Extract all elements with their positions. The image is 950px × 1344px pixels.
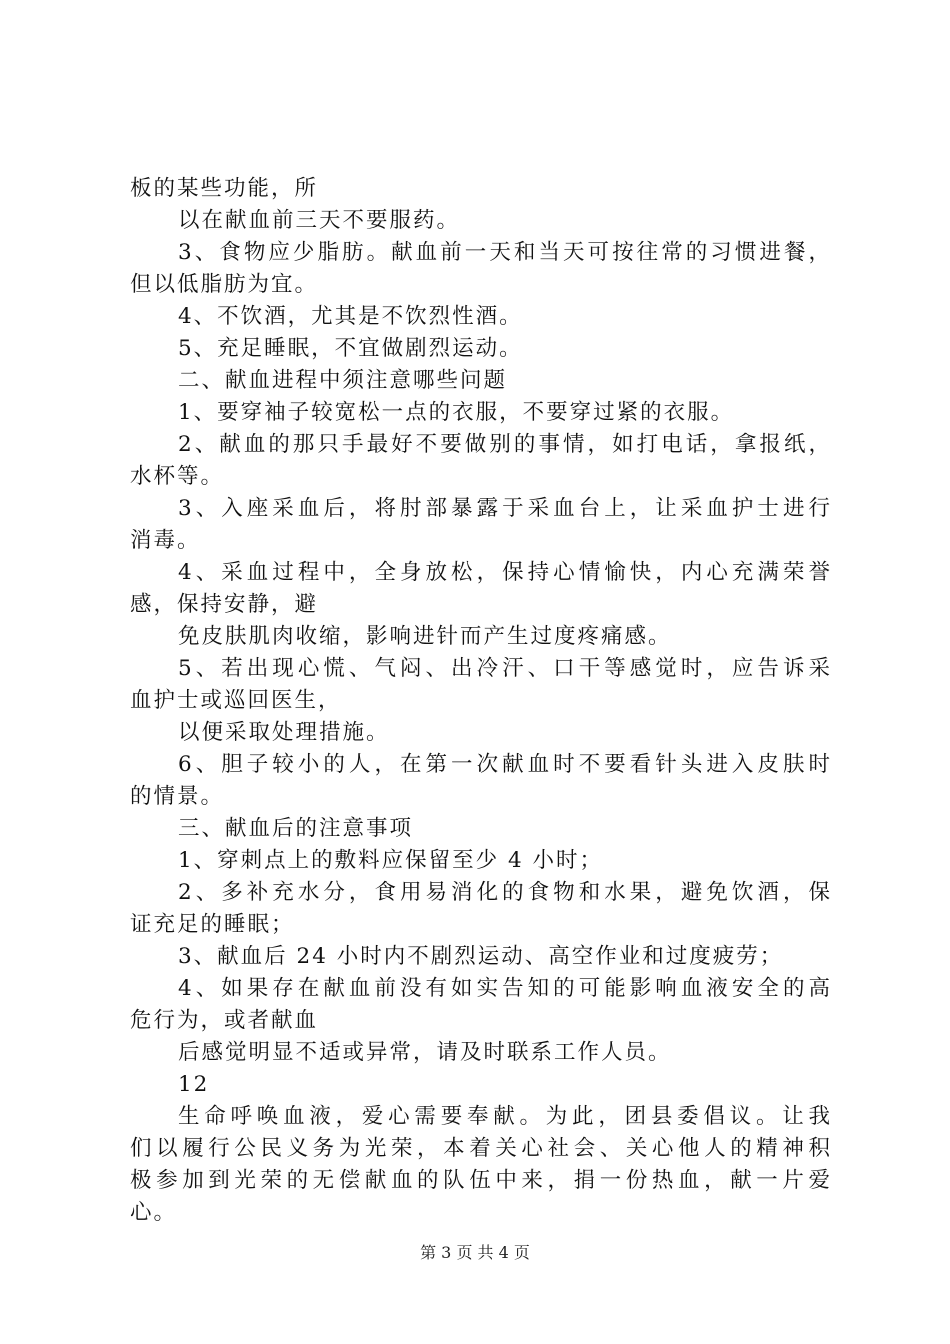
text-line: 极参加到光荣的无偿献血的队伍中来，捐一份热血，献一片爱 bbox=[130, 1168, 830, 1193]
text-line: 4、采血过程中，全身放松，保持心情愉快，内心充满荣誉 bbox=[178, 560, 830, 585]
text-line: 以在献血前三天不要服药。 bbox=[178, 208, 461, 233]
text-line: 6、胆子较小的人，在第一次献血时不要看针头进入皮肤时 bbox=[178, 752, 830, 777]
text-line: 12 bbox=[178, 1072, 210, 1097]
text-line: 免皮肤肌肉收缩，影响进针而产生过度疼痛感。 bbox=[178, 624, 672, 649]
text-line: 心。 bbox=[130, 1200, 178, 1225]
text-line: 3、献血后 24 小时内不剧烈运动、高空作业和过度疲劳； bbox=[178, 944, 784, 969]
text-line: 但以低脂肪为宜。 bbox=[130, 272, 319, 297]
text-line: 生命呼唤血液，爱心需要奉献。为此，团县委倡议。让我 bbox=[178, 1104, 830, 1129]
text-line: 4、不饮酒，尤其是不饮烈性酒。 bbox=[178, 304, 523, 329]
text-line: 1、要穿袖子较宽松一点的衣服，不要穿过紧的衣服。 bbox=[178, 400, 735, 425]
text-line: 二、献血进程中须注意哪些问题 bbox=[178, 368, 508, 393]
text-line: 感，保持安静，避 bbox=[130, 592, 319, 617]
text-line: 水杯等。 bbox=[130, 464, 225, 489]
text-line: 三、献血后的注意事项 bbox=[178, 816, 414, 841]
text-line: 3、食物应少脂肪。献血前一天和当天可按往常的习惯进餐， bbox=[178, 240, 830, 265]
text-line: 2、献血的那只手最好不要做别的事情，如打电话，拿报纸， bbox=[178, 432, 830, 457]
text-line: 2、多补充水分，食用易消化的食物和水果，避免饮酒，保 bbox=[178, 880, 830, 905]
text-line: 血护士或巡回医生， bbox=[130, 688, 342, 713]
text-line: 证充足的睡眠； bbox=[130, 912, 295, 937]
text-line: 3、入座采血后，将肘部暴露于采血台上，让采血护士进行 bbox=[178, 496, 830, 521]
text-line: 消毒。 bbox=[130, 528, 201, 553]
text-line: 危行为，或者献血 bbox=[130, 1008, 319, 1033]
text-line: 板的某些功能，所 bbox=[130, 176, 319, 201]
text-line: 后感觉明显不适或异常，请及时联系工作人员。 bbox=[178, 1040, 672, 1065]
text-line: 5、充足睡眠，不宜做剧烈运动。 bbox=[178, 336, 523, 361]
text-line: 1、穿刺点上的敷料应保留至少 4 小时； bbox=[178, 848, 604, 873]
text-line: 们以履行公民义务为光荣，本着关心社会、关心他人的精神积 bbox=[130, 1136, 830, 1161]
text-line: 的情景。 bbox=[130, 784, 225, 809]
text-line: 以便采取处理措施。 bbox=[178, 720, 390, 745]
document-body bbox=[130, 173, 830, 1229]
page-footer: 第 3 页 共 4 页 bbox=[420, 1243, 530, 1262]
text-line: 4、如果存在献血前没有如实告知的可能影响血液安全的高 bbox=[178, 976, 830, 1001]
text-line: 5、若出现心慌、气闷、出冷汗、口干等感觉时，应告诉采 bbox=[178, 656, 830, 681]
